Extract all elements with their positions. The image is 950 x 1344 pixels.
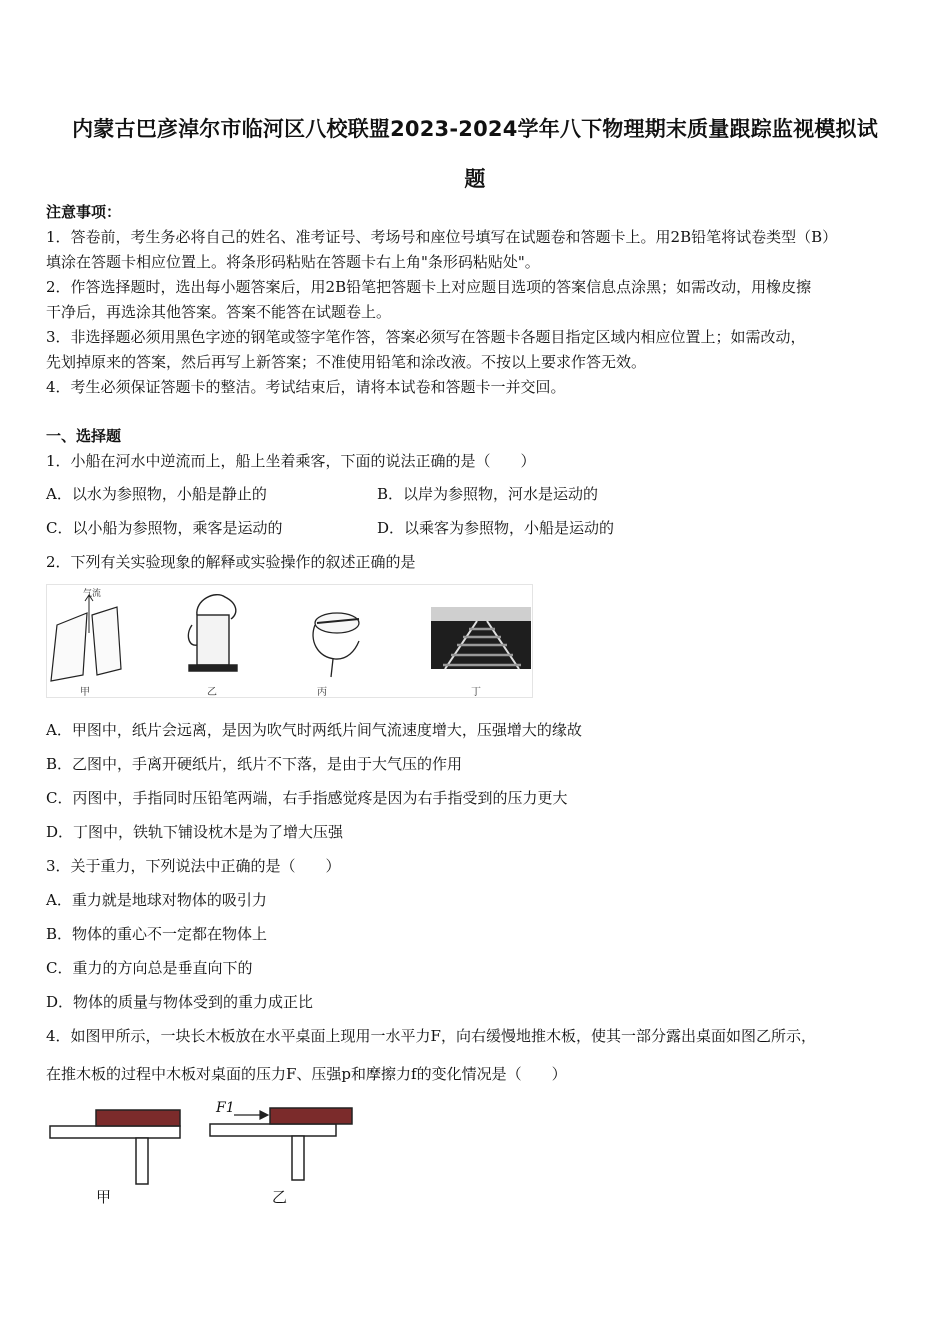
notice-line: 3．非选择题必须用黑色字迹的钢笔或签字笔作答，答案必须写在答题卡各题目指定区域内相应位置上；如需改动，: [46, 328, 806, 346]
question-2-option-b: B．乙图中，手离开硬纸片，纸片不下落，是由于大气压的作用: [46, 755, 463, 773]
force-arrow: [234, 1111, 268, 1119]
board-yi: [270, 1108, 352, 1124]
question-1-option-c: C．以小船为参照物，乘客是运动的: [46, 519, 283, 537]
question-2-figure: [46, 584, 533, 698]
board-jia: [96, 1110, 180, 1126]
question-3-option-c: C．重力的方向总是垂直向下的: [46, 959, 253, 977]
experiment-illustrations: [47, 585, 532, 697]
paper-airflow-illustration: [51, 595, 121, 681]
notice-line: 填涂在答题卡相应位置上。将条形码粘贴在答题卡右上角"条形码粘贴处"。: [46, 253, 540, 271]
question-3-option-d: D．物体的质量与物体受到的重力成正比: [46, 993, 314, 1011]
question-4-figure: [46, 1098, 366, 1208]
question-1-option-d: D．以乘客为参照物，小船是运动的: [377, 519, 615, 537]
table-jia: [50, 1126, 180, 1184]
board-on-table-diagram: [46, 1098, 366, 1208]
figure-label-jia: 甲: [96, 1188, 112, 1206]
notice-heading: 注意事项：: [46, 203, 122, 221]
question-3-option-b: B．物体的重心不一定都在物体上: [46, 925, 268, 943]
figure-label-yi: 乙: [207, 687, 217, 698]
figure-label-yi: 乙: [272, 1188, 288, 1206]
question-1-stem: 1．小船在河水中逆流而上，船上坐着乘客，下面的说法正确的是（ ）: [46, 452, 536, 470]
question-4-stem-line1: 4．如图甲所示，一块长木板放在水平桌面上现用一水平力F，向右缓慢地推木板，使其一部分露出桌面如图乙所示，: [46, 1027, 816, 1045]
question-3-stem: 3．关于重力，下列说法中正确的是（ ）: [46, 857, 341, 875]
railway-photo: [431, 607, 531, 669]
pencil-fingers-illustration: [313, 613, 359, 677]
figure-label-jia: 甲: [80, 687, 90, 698]
question-2-option-c: C．丙图中，手指同时压铅笔两端，右手指感觉疼是因为右手指受到的压力更大: [46, 789, 568, 807]
notice-line: 干净后，再选涂其他答案。答案不能答在试题卷上。: [46, 303, 392, 321]
table-yi: [210, 1124, 336, 1180]
question-2-option-d: D．丁图中，铁轨下铺设枕木是为了增大压强: [46, 823, 344, 841]
question-4-stem-line2: 在推木板的过程中木板对桌面的压力F、压强p和摩擦力f的变化情况是（ ）: [46, 1065, 567, 1083]
question-3-option-a: A．重力就是地球对物体的吸引力: [46, 891, 267, 909]
glass-card-illustration: [188, 595, 237, 671]
notice-line: 先划掉原来的答案，然后再写上新答案；不准使用铅笔和涂改液。不按以上要求作答无效。: [46, 353, 647, 371]
question-2-option-a: A．甲图中，纸片会远离，是因为吹气时两纸片间气流速度增大，压强增大的缘故: [46, 721, 582, 739]
question-1-option-a: A．以水为参照物，小船是静止的: [46, 485, 267, 503]
force-label: F1: [216, 1100, 235, 1116]
exam-title-line1: 内蒙古巴彦淖尔市临河区八校联盟2023-2024学年八下物理期末质量跟踪监视模拟试: [72, 117, 878, 141]
airflow-label: 气流: [83, 589, 102, 599]
figure-label-ding: 丁: [471, 687, 481, 698]
question-1-option-b: B．以岸为参照物，河水是运动的: [377, 485, 599, 503]
section-heading: 一、选择题: [46, 427, 122, 445]
question-2-stem: 2．下列有关实验现象的解释或实验操作的叙述正确的是: [46, 553, 416, 571]
exam-title-line2: 题: [464, 167, 486, 191]
notice-line: 1．答卷前，考生务必将自己的姓名、准考证号、考场号和座位号填写在试题卷和答题卡上。用2B铅笔将试卷类型（B）: [46, 228, 838, 246]
figure-label-bing: 丙: [317, 687, 327, 698]
notice-line: 4．考生必须保证答题卡的整洁。考试结束后，请将本试卷和答题卡一并交回。: [46, 378, 566, 396]
notice-line: 2．作答选择题时，选出每小题答案后，用2B铅笔把答题卡上对应题目选项的答案信息点涂黑；如需改动，用橡皮擦: [46, 278, 812, 296]
